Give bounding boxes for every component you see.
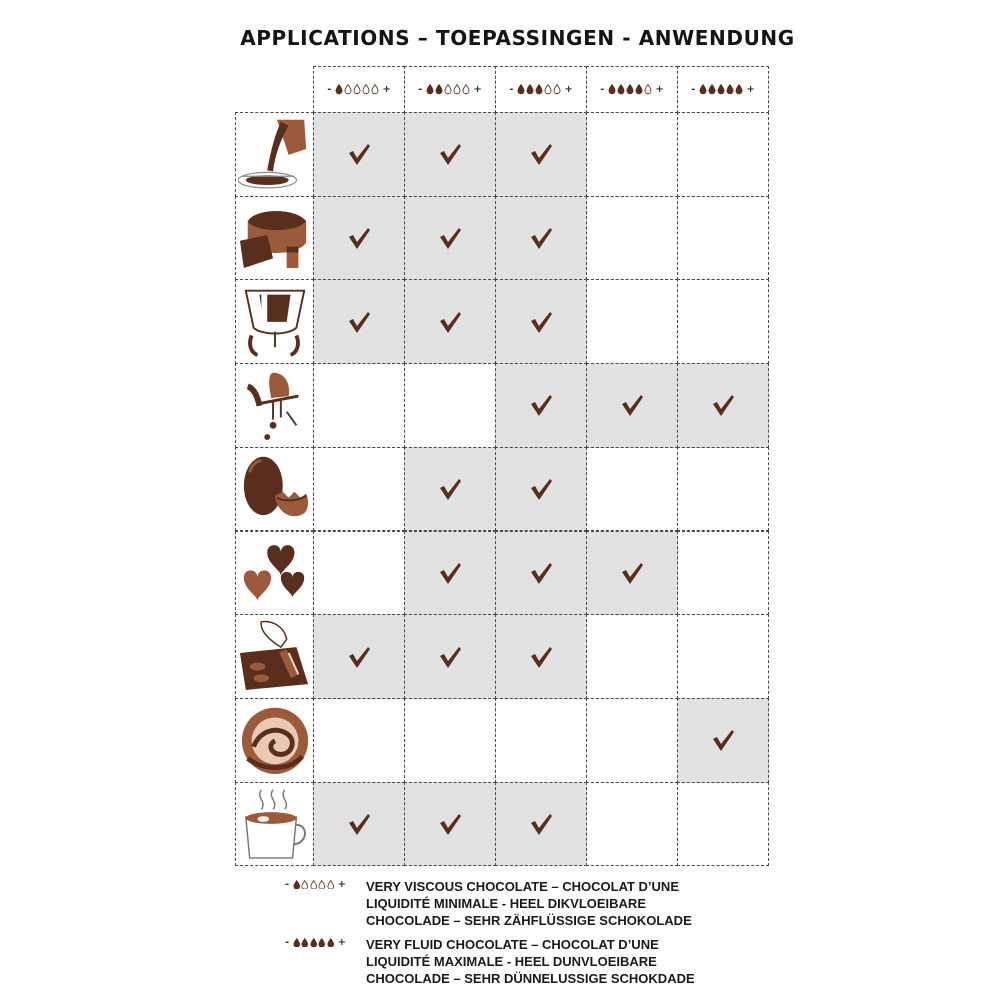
viscosity-drops (425, 84, 470, 94)
checkmark-icon (438, 812, 462, 836)
page-title: APPLICATIONS – TOEPASSINGEN - ANWENDUNG (240, 26, 795, 50)
empty-drop-icon (644, 84, 652, 94)
legend-line: LIQUIDITÉ MINIMALE - HEEL DIKVLOEIBARE (366, 896, 646, 911)
application-icon-cell (235, 782, 314, 867)
legend-entry (282, 936, 752, 992)
filled-drop-icon (717, 84, 725, 94)
checked-cell (677, 698, 769, 783)
empty-drop-icon (344, 84, 352, 94)
empty-cell (586, 196, 678, 281)
checked-cell (586, 531, 678, 616)
checked-cell (313, 279, 405, 364)
viscosity-header-1 (313, 66, 405, 113)
empty-cell (677, 782, 769, 867)
checked-cell (495, 363, 587, 448)
filled-drop-icon (635, 84, 643, 94)
legend-key (282, 937, 349, 948)
minus-sign: - (285, 937, 290, 948)
chocolate-egg-icon (238, 450, 312, 530)
checkmark-icon (438, 142, 462, 166)
checkmark-icon (529, 561, 553, 585)
filled-drop-icon (327, 938, 335, 948)
legend-description (366, 878, 766, 929)
empty-cell (313, 531, 405, 616)
plus-sign: + (337, 937, 347, 948)
checkmark-icon (438, 645, 462, 669)
filled-drop-icon (517, 84, 525, 94)
checked-cell (313, 196, 405, 281)
chocolate-cake-icon (238, 199, 312, 279)
filled-drop-icon (435, 84, 443, 94)
empty-cell (313, 447, 405, 532)
plus-sign: + (746, 84, 755, 95)
checked-cell (404, 196, 496, 281)
empty-drop-icon (453, 84, 461, 94)
empty-cell (586, 279, 678, 364)
viscosity-drops (607, 84, 652, 94)
checked-cell (404, 782, 496, 867)
minus-sign: - (691, 84, 696, 95)
filled-drop-icon (735, 84, 743, 94)
checkmark-icon (347, 226, 371, 250)
checkmark-icon (347, 812, 371, 836)
legend-entry (282, 878, 752, 934)
checked-cell (313, 782, 405, 867)
filled-drop-icon (726, 84, 734, 94)
empty-cell (313, 363, 405, 448)
minus-sign: - (600, 84, 605, 95)
heart-pralines-icon (238, 534, 312, 614)
checkmark-icon (529, 142, 553, 166)
empty-cell (495, 698, 587, 783)
filled-drop-icon (526, 84, 534, 94)
minus-sign: - (509, 84, 514, 95)
viscosity-drops (516, 84, 561, 94)
empty-cell (404, 698, 496, 783)
application-icon-cell (235, 447, 314, 532)
empty-cell (677, 614, 769, 699)
checkmark-icon (438, 226, 462, 250)
plus-sign: + (655, 84, 664, 95)
checkmark-icon (438, 561, 462, 585)
empty-cell (586, 112, 678, 197)
dipping-fork-icon (238, 366, 312, 446)
empty-drop-icon (544, 84, 552, 94)
empty-drop-icon (318, 880, 326, 890)
checkmark-icon (711, 728, 735, 752)
empty-cell (586, 698, 678, 783)
checkmark-icon (529, 477, 553, 501)
plus-sign: + (337, 879, 347, 890)
checked-cell (404, 279, 496, 364)
empty-drop-icon (444, 84, 452, 94)
glass-dessert-icon (238, 282, 312, 362)
filled-drop-icon (626, 84, 634, 94)
empty-cell (586, 782, 678, 867)
legend-line: CHOCOLADE – SEHR DÜNNELUSSIGE SCHOKDADE (366, 971, 695, 986)
minus-sign: - (418, 84, 423, 95)
empty-drop-icon (353, 84, 361, 94)
checkmark-icon (620, 561, 644, 585)
piping-bag-decoration-icon (238, 617, 312, 697)
empty-cell (677, 279, 769, 364)
filled-drop-icon (617, 84, 625, 94)
empty-cell (404, 363, 496, 448)
viscosity-header-5 (677, 66, 769, 113)
viscosity-drops (334, 84, 379, 94)
application-icon-cell (235, 112, 314, 197)
application-icon-cell (235, 363, 314, 448)
filled-drop-icon (708, 84, 716, 94)
empty-drop-icon (371, 84, 379, 94)
empty-drop-icon (362, 84, 370, 94)
empty-drop-icon (553, 84, 561, 94)
empty-cell (586, 447, 678, 532)
checkmark-icon (529, 310, 553, 334)
viscosity-header-3 (495, 66, 587, 113)
legend-description (366, 936, 766, 987)
checked-cell (495, 112, 587, 197)
empty-drop-icon (301, 880, 309, 890)
filled-drop-icon (318, 938, 326, 948)
checkmark-icon (347, 142, 371, 166)
checkmark-icon (529, 226, 553, 250)
empty-cell (313, 698, 405, 783)
viscosity-drops (292, 938, 335, 948)
application-icon-cell (235, 698, 314, 783)
checked-cell (404, 112, 496, 197)
checked-cell (495, 447, 587, 532)
filled-drop-icon (426, 84, 434, 94)
filled-drop-icon (293, 938, 301, 948)
checked-cell (404, 614, 496, 699)
checkmark-icon (529, 812, 553, 836)
checkmark-icon (438, 477, 462, 501)
hot-chocolate-cup-icon (238, 785, 312, 865)
checked-cell (495, 782, 587, 867)
filled-drop-icon (301, 938, 309, 948)
checkmark-icon (711, 393, 735, 417)
viscosity-drops (698, 84, 743, 94)
empty-cell (677, 112, 769, 197)
plus-sign: + (564, 84, 573, 95)
checked-cell (495, 531, 587, 616)
empty-drop-icon (462, 84, 470, 94)
checked-cell (404, 447, 496, 532)
plus-sign: + (382, 84, 391, 95)
checkmark-icon (438, 310, 462, 334)
checked-cell (313, 614, 405, 699)
filled-drop-icon (335, 84, 343, 94)
checked-cell (677, 363, 769, 448)
application-icon-cell (235, 531, 314, 616)
checked-cell (495, 614, 587, 699)
checked-cell (495, 196, 587, 281)
filled-drop-icon (310, 938, 318, 948)
checked-cell (586, 363, 678, 448)
legend-line: VERY VISCOUS CHOCOLATE – CHOCOLAT D’UNE (366, 879, 679, 894)
empty-drop-icon (327, 880, 335, 890)
application-icon-cell (235, 279, 314, 364)
filled-drop-icon (535, 84, 543, 94)
minus-sign: - (327, 84, 332, 95)
empty-drop-icon (310, 880, 318, 890)
chocolate-fountain-swirl-icon (238, 701, 312, 781)
checkmark-icon (347, 310, 371, 334)
pouring-chocolate-icon (238, 115, 312, 195)
legend-line: CHOCOLADE – SEHR ZÄHFLÜSSIGE SCHOKOLADE (366, 913, 692, 928)
empty-cell (677, 531, 769, 616)
empty-cell (677, 196, 769, 281)
viscosity-drops (292, 880, 335, 890)
checked-cell (313, 112, 405, 197)
checked-cell (495, 279, 587, 364)
viscosity-header-4 (586, 66, 678, 113)
checked-cell (404, 531, 496, 616)
checkmark-icon (529, 393, 553, 417)
legend-line: LIQUIDITÉ MAXIMALE - HEEL DUNVLOEIBARE (366, 954, 657, 969)
filled-drop-icon (293, 880, 301, 890)
legend-key (282, 879, 349, 890)
application-icon-cell (235, 196, 314, 281)
plus-sign: + (473, 84, 482, 95)
checkmark-icon (529, 645, 553, 669)
application-icon-cell (235, 614, 314, 699)
viscosity-header-2 (404, 66, 496, 113)
minus-sign: - (285, 879, 290, 890)
empty-cell (677, 447, 769, 532)
filled-drop-icon (608, 84, 616, 94)
empty-cell (586, 614, 678, 699)
legend-line: VERY FLUID CHOCOLATE – CHOCOLAT D’UNE (366, 937, 659, 952)
filled-drop-icon (699, 84, 707, 94)
checkmark-icon (620, 393, 644, 417)
checkmark-icon (347, 645, 371, 669)
